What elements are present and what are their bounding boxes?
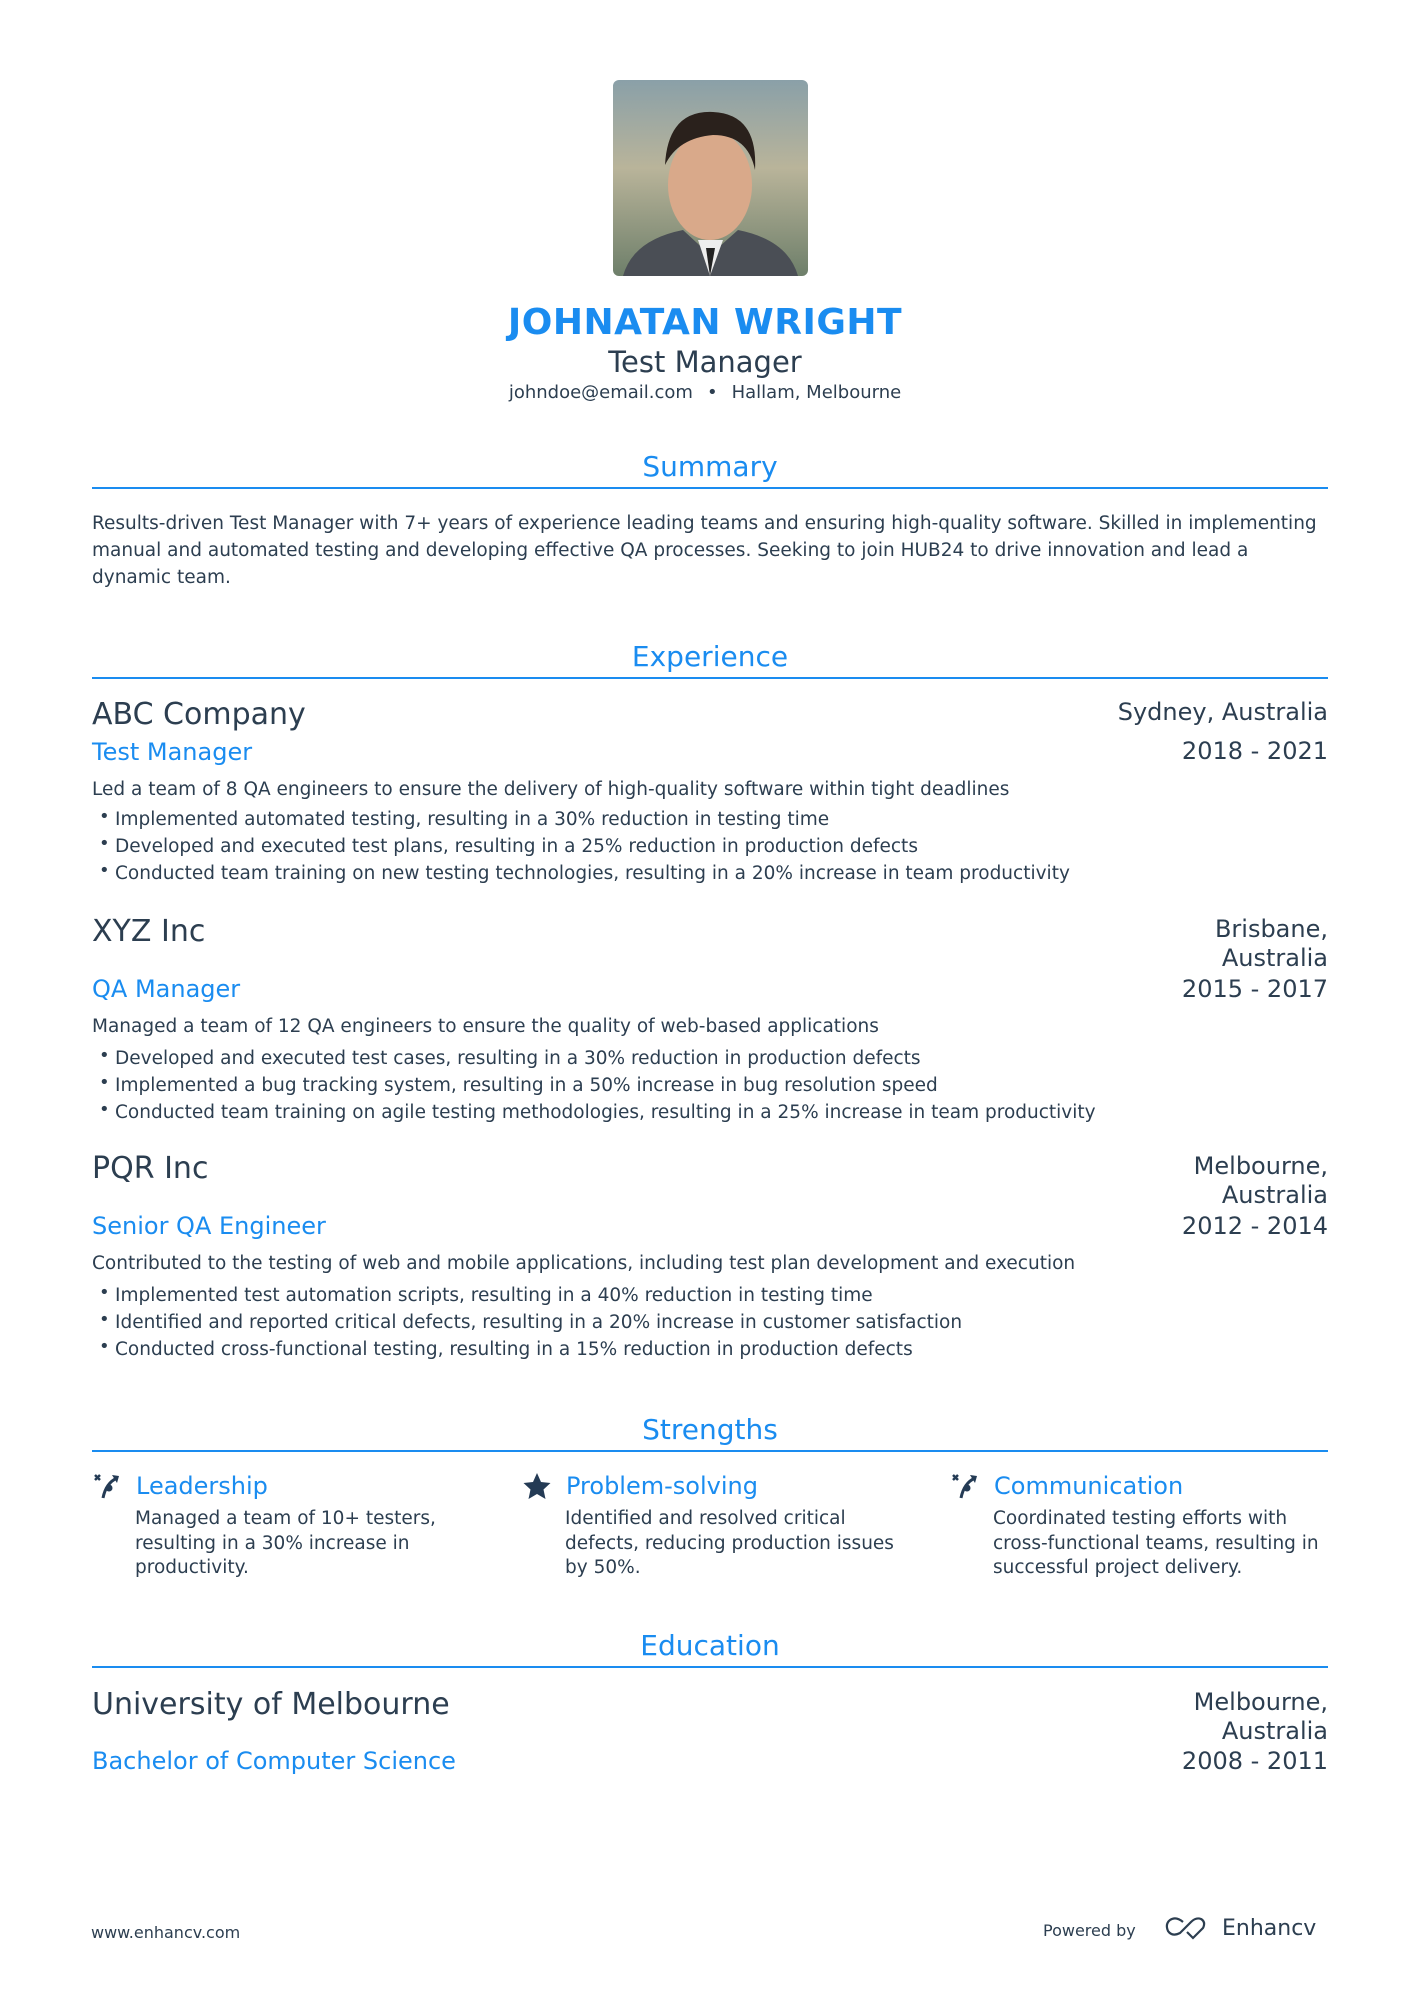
degree: Bachelor of Computer Science [92,1747,456,1775]
job-bullets [92,806,1070,887]
bullet: • Developed and executed test cases, resulting in a 30% reduction in production defects [92,1045,1096,1072]
contact-info [0,382,1410,403]
summary-text: Results-driven Test Manager with 7+ years of experience leading teams and ensuring high-quality software. Skilled in implementing manual and automated testing and developing effective QA processes. Seeking to join HUB24 to drive innovation and lead a dynamic team. [92,513,1317,588]
star-icon [522,1471,552,1501]
education-dates: 2008 - 2011 [1181,1747,1328,1775]
company-name: XYZ Inc [92,914,206,949]
company-name: PQR Inc [92,1151,209,1186]
job-description: Led a team of 8 QA engineers to ensure the delivery of high-quality software within tight deadlines [92,779,1010,800]
education-heading: Education [92,1629,1328,1668]
education-location: Melbourne, Australia [1193,1688,1328,1745]
strength-item [522,1471,902,1581]
strength-description: Managed a team of 10+ testers, resulting in a 30% increase in productivity. [135,1508,436,1578]
profile-photo [613,80,808,276]
strength-title: Communication [994,1472,1184,1500]
bullet: • Implemented automated testing, resulting in a 30% reduction in testing time [92,806,1070,833]
location: Hallam, Melbourne [731,382,902,403]
job-location: Brisbane, Australia [1214,915,1328,972]
strength-description: Coordinated testing efforts with cross-functional teams, resulting in successful project delivery. [993,1508,1319,1578]
job-dates: 2012 - 2014 [1181,1212,1328,1240]
school-name: University of Melbourne [92,1687,450,1722]
job-description: Contributed to the testing of web and mobile applications, including test plan development and execution [92,1253,1076,1274]
strength-item [92,1471,472,1581]
bullet: • Developed and executed test plans, resulting in a 25% reduction in production defects [92,833,1070,860]
bullet: • Conducted cross-functional testing, resulting in a 15% reduction in production defects [92,1336,962,1363]
strength-title: Leadership [136,1472,268,1500]
email[interactable]: johndoe@email.com [508,382,693,403]
strategy-icon [92,1471,122,1501]
job-role: Test Manager [92,738,253,766]
candidate-title: Test Manager [608,345,802,379]
enhancv-brand[interactable]: Enhancv [1222,1916,1317,1941]
summary-heading: Summary [92,450,1328,489]
strategy-icon [950,1471,980,1501]
strength-item [950,1471,1330,1581]
bullet: • Conducted team training on agile testing methodologies, resulting in a 25% increase in team productivity [92,1099,1096,1126]
bullet: • Implemented test automation scripts, resulting in a 40% reduction in testing time [92,1282,962,1309]
strengths-heading: Strengths [92,1413,1328,1452]
bullet: • Implemented a bug tracking system, resulting in a 50% increase in bug resolution speed [92,1072,1096,1099]
bullet: • Identified and reported critical defects, resulting in a 20% increase in customer satisfaction [92,1309,962,1336]
job-dates: 2015 - 2017 [1181,975,1328,1003]
bullet: • Conducted team training on new testing technologies, resulting in a 20% increase in team productivity [92,860,1070,887]
powered-by: Powered by [1043,1921,1136,1940]
footer-website[interactable]: www.enhancv.com [91,1923,241,1942]
job-location: Melbourne, Australia [1193,1152,1328,1209]
enhancv-logo-icon [1163,1914,1211,1942]
job-dates: 2018 - 2021 [1181,737,1328,765]
job-bullets [92,1045,1096,1126]
job-location: Sydney, Australia [1117,698,1328,726]
job-role: QA Manager [92,975,241,1003]
candidate-name: JOHNATAN WRIGHT [507,302,903,343]
strength-description: Identified and resolved critical defects, reducing production issues by 50%. [565,1508,894,1578]
job-description: Managed a team of 12 QA engineers to ensure the quality of web-based applications [92,1016,879,1037]
experience-heading: Experience [92,640,1328,679]
job-role: Senior QA Engineer [92,1212,326,1240]
company-name: ABC Company [92,697,306,732]
separator: • [706,382,718,403]
strength-title: Problem-solving [566,1472,758,1500]
job-bullets [92,1282,962,1363]
